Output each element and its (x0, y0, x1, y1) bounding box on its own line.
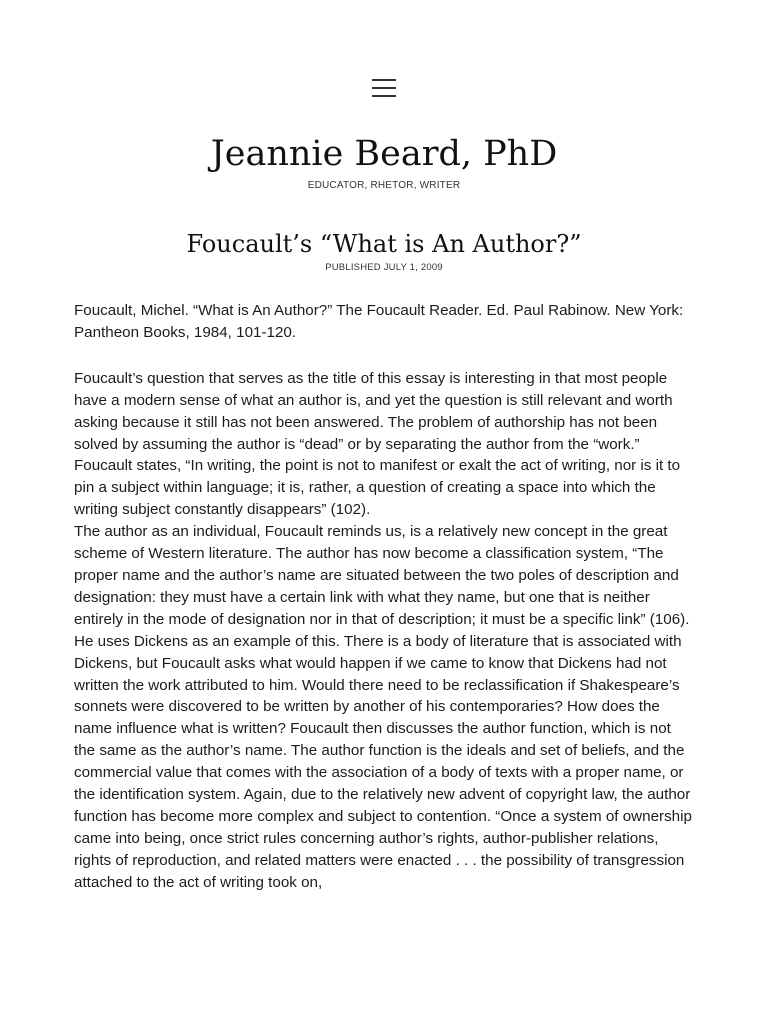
menu-bar-middle (372, 87, 396, 89)
post-header (0, 224, 768, 273)
post-citation: Foucault, Michel. “What is An Author?” The Foucault Reader. Ed. Paul Rabinow. New York: Pantheon Books, 1984, 101-120. (74, 302, 684, 341)
site-tagline: EDUCATOR, RHETOR, WRITER (307, 180, 461, 191)
post-paragraph: The author as an individual, Foucault reminds us, is a relatively new concept in the great scheme of Western literature. The author has now become a classification system, “The proper name and the author’s name are situated between the two poles of description and designation: they must have a certain link with what they name, but one that is neither entirely in the mode of designation nor in that of description; it must be a specific link” (106). (74, 523, 690, 628)
post-paragraph: Foucault’s question that serves as the title of this essay is interesting in that most people have a modern sense of what an author is, and yet the question is still relevant and worth asking because it still has not been answered. The problem of authorship has not been solved by assuming the author is “dead” or by separating the author from the “work.” Foucault states, “In writing, the point is not to manifest or exalt the act of writing, nor is it to pin a subject within language; it is, rather, a question of creating a space into which the writing subject constantly disappears” (102). (74, 369, 681, 519)
site-header (0, 128, 768, 191)
site-title[interactable]: Jeannie Beard, PhD (210, 134, 558, 174)
hamburger-menu-icon[interactable] (372, 79, 396, 97)
menu-bar-bottom (372, 95, 396, 97)
post-title: Foucault’s “What is An Author?” (186, 230, 582, 258)
post-published-date: PUBLISHED JULY 1, 2009 (325, 262, 443, 273)
post-paragraph: He uses Dickens as an example of this. There is a body of literature that is associated with Dickens, but Foucault asks what would happen if we came to know that Dickens had not written the work attributed to him. Would there need to be reclassification if Shakespeare’s sonnets were discovered to be written by another of his contemporaries? How does the name influence what is written? Foucault then discusses the author function, which is not the same as the author’s name. The author function is the ideals and set of beliefs, and the commercial value that comes with the association of a body of texts with a proper name, or the identification system. Again, due to the relatively new advent of copyright law, the author function has become more complex and subject to contention. “Once a system of ownership came into being, once strict rules concerning author’s rights, author-publisher relations, rights of reproduction, and related matters were enacted . . . the possibility of transgression attached to the act of writing took on, (74, 632, 692, 891)
menu-bar-top (372, 79, 396, 81)
post-content (74, 300, 696, 894)
